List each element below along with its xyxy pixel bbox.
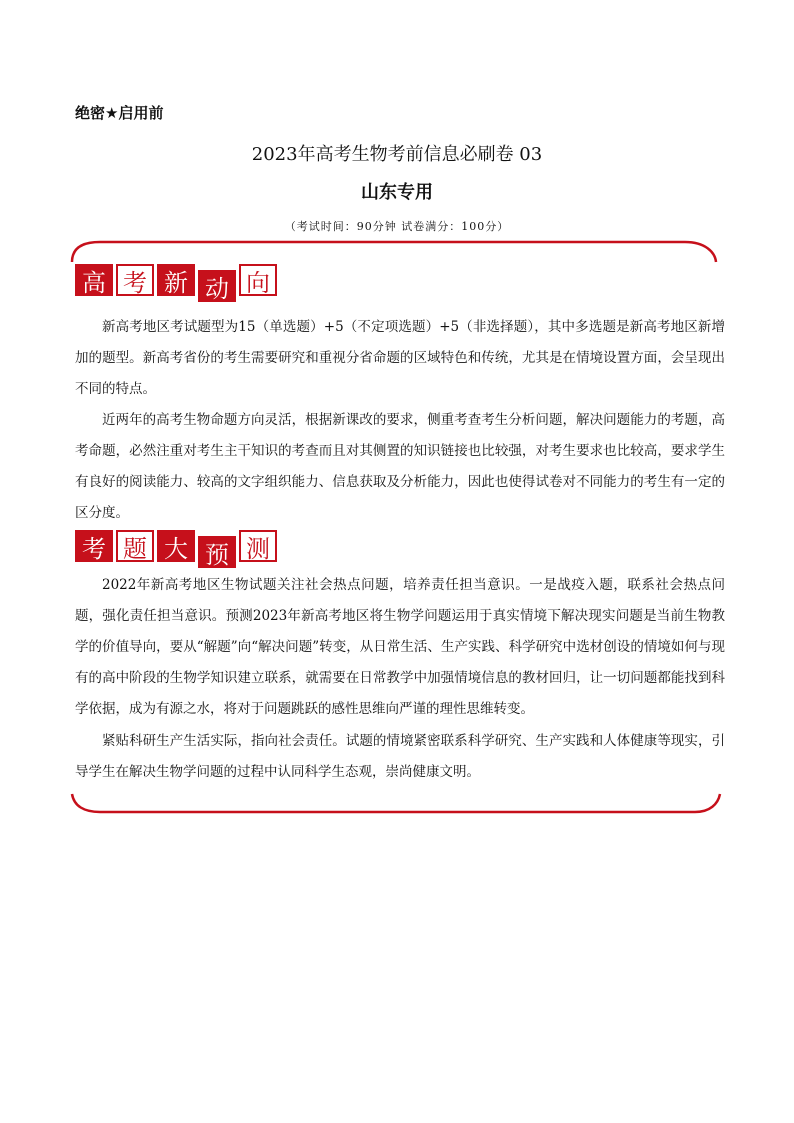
badge-char: 大 [157,530,195,562]
badge-gaokao-xindongxiang [75,264,277,302]
badge-char: 测 [239,530,277,562]
badge-char: 动 [198,270,236,302]
badge-char: 高 [75,264,113,296]
badge-char: 向 [239,264,277,296]
confidential-label: 绝密★启用前 [75,104,164,122]
section2-paragraph-1: 2022年新高考地区生物试题关注社会热点问题，培养责任担当意识。一是战疫入题，联系社会热点问题，强化责任担当意识。预测2023年新高考地区将生物学问题运用于真实情境下解决现实问题是当前生物教学的价值导向，要从“解题”向“解决问题”转变，从日常生活、生产实践、科学研究中选材创设的情境如何与现有的高中阶段的生物学知识建立联系，就需要在日常教学中加强情境信息的教材回归，让一切问题都能找到科学依据，成为有源之水，将对于问题跳跃的感性思维向严谨的理性思维转变。 [75,577,725,717]
badge-char: 考 [75,530,113,562]
page-subtitle: 山东专用 [361,182,433,203]
section1-paragraph-2: 近两年的高考生物命题方向灵活，根据新课改的要求，侧重考查考生分析问题，解决问题能力的考题，高考命题，必然注重对考生主干知识的考查而且对其侧置的知识链接也比较强，对考生要求也比较高，要求学生有良好的阅读能力、较高的文字组织能力、信息获取及分析能力，因此也使得试卷对不同能力的考生有一定的区分度。 [75,412,725,521]
badge-char: 预 [198,536,236,568]
exam-info: （考试时间：90分钟 试卷满分：100分） [284,220,510,233]
frame-top-curve [72,242,716,262]
badge-kaoti-dayuce [75,530,277,568]
badge-char: 题 [116,530,154,562]
section2-paragraph-2: 紧贴科研生产生活实际，指向社会责任。试题的情境紧密联系科学研究、生产实践和人体健康等现实，引导学生在解决生物学问题的过程中认同科学生态观，崇尚健康文明。 [75,733,725,780]
badge-char: 考 [116,264,154,296]
section1-paragraph-1: 新高考地区考试题型为15（单选题）+5（不定项选题）+5（非选择题），其中多选题是新高考地区新增加的题型。新高考省份的考生需要研究和重视分省命题的区域特色和传统，尤其是在情境设置方面，会呈现出不同的特点。 [75,319,725,397]
frame-bottom-curve [72,794,720,812]
page-title: 2023年高考生物考前信息必刷卷 03 [251,144,543,165]
badge-char: 新 [157,264,195,296]
